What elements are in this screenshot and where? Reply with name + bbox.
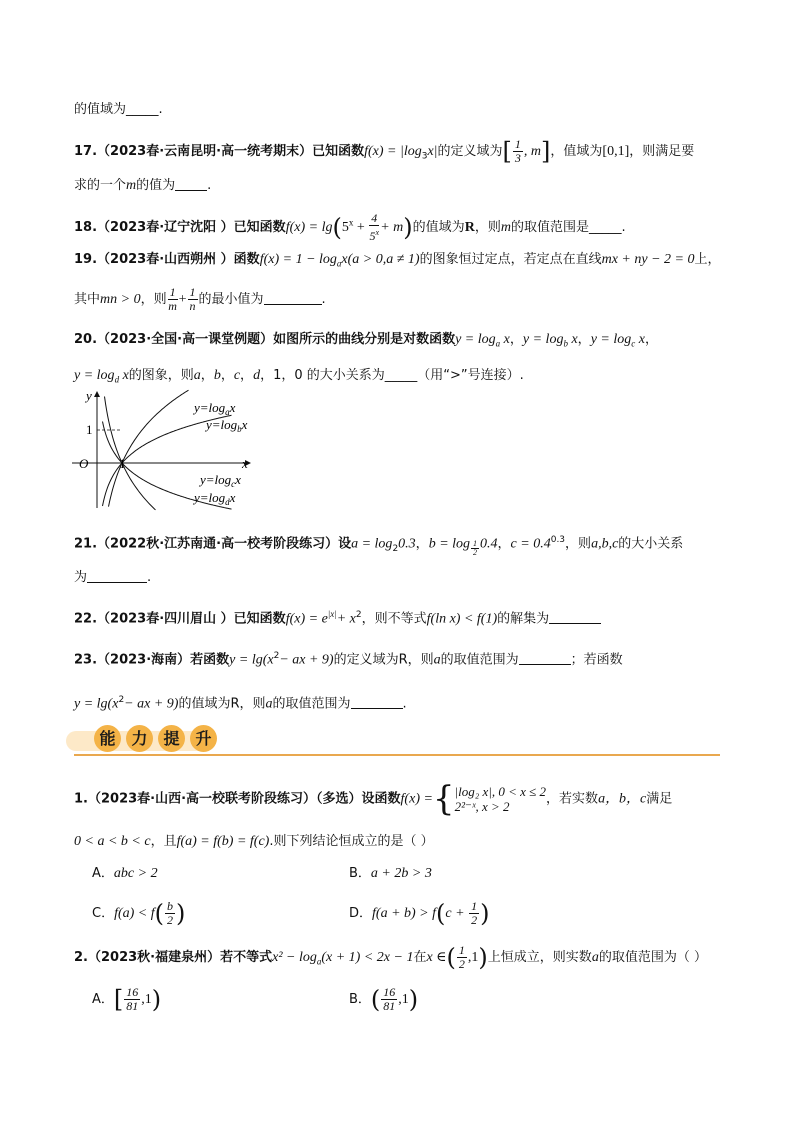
question-18: 18.（2023春·辽宁沈阳 ）已知函数$f(x) = \lg(5^x$ + $\frac{4}{5^x}$ + m)的值域为R，则m的取值范围是_____. [74,211,626,243]
question-20-line2: $y = \log_d x$的图象，则a，b，c，d，1，0 的大小关系为_____（用“>”号连接）. [74,368,524,385]
curve-d-label: $y=\log_dx$ [194,490,236,507]
question-19-line2: 其中mn > 0，则 $\frac{1}{m}$ + $\frac{1}{n}$ 的最小值为 . [74,285,326,313]
question-22: 22.（2023春·四川眉山 ）已知函数$f(x) = e^{|x|}+ x^2$，则不等式f(ln x) < f(1)的解集为 [74,604,601,629]
log-curve-a [109,390,189,506]
curve-a-label: $y=\log_ax$ [194,400,236,417]
section-char-1: 能 [94,725,121,752]
x-axis-label: x [242,456,248,471]
section-underline [74,754,720,756]
y-tick-one: 1 [86,422,93,437]
y-axis-label: y [86,388,92,403]
problem-1: 1.（2023春·山西·高一校联考阶段练习）（多选）设函数f(x) ={ |log₂ x|, 0 < x ≤ 2 2²⁻ˣ, x > 2 ，若实数a，b，c满足 [74,779,673,819]
section-char-3: 提 [158,725,185,752]
p2-option-b[interactable]: B．( $\frac{16}{81}$ ,1) [349,985,419,1014]
question-23-line2: $y = \lg(x^2-$ ax + 9)的值域为R，则a的取值范围为 . [74,695,407,712]
problem-2: 2.（2023秋·福建泉州）若不等式$x^2 - \log_a(x + 1) < 2x - 1$在x ∈( $\frac{1}{2}$ ,1)上恒成立，则实数a的取值范围为（ ） [74,943,707,972]
origin-label: O [79,456,89,471]
p2-option-a[interactable]: A．[ $\frac{16}{81}$ ,1) [92,985,162,1014]
log-curves-graph [70,388,270,512]
section-char-2: 力 [126,725,153,752]
p1-option-d[interactable]: D．f(a + b) > f(c + $\frac{1}{2}$ ) [349,899,490,928]
question-17: 17.（2023春·云南昆明·高一统考期末）已知函数$f(x) = |\log_3x|$的定义域为[ $\frac{1}{3}$ , m]，值域为[0,1]，则满足要 [74,137,695,166]
curve-b-label: $y=\log_bx$ [206,417,248,434]
section-header-ability [74,725,720,757]
curve-c-label: $y=\log_cx$ [200,472,241,489]
question-21-line2: 为 . [74,570,152,585]
prev-question-tail: 的值域为_____. [74,102,163,117]
problem-1-line2: 0 < a < b < c，且f(a) = f(b) = f(c).则下列结论恒成立的是（ ） [74,834,434,849]
x-tick-one: 1 [119,456,126,471]
p1-option-c[interactable]: C．f(a) < f( $\frac{b}{2}$ ) [92,899,186,928]
question-19: 19.（2023春·山西朔州 ）函数$f(x) = 1 - \log_ax(a > 0,a \ne 1)$的图象恒过定点，若定点在直线mx + ny − 2 = 0上， [74,252,721,269]
question-21: 21.（2022秋·江苏南通·高一校考阶段练习）设$a = \log_20.3$，b = log $_{\frac{1}{2}}$ 0.4，$c = 0.4^{0.3}$，则a,b,c的大小关系 [74,535,684,557]
question-23: 23.（2023·海南）若函数$y = \lg(x^2-$ ax + 9)的定义域为R，则a的取值范围为 ；若函数 [74,651,623,668]
p1-option-b[interactable]: B．a + 2b > 3 [349,866,432,881]
p1-option-a[interactable]: A．abc > 2 [92,866,158,881]
section-char-4: 升 [190,725,217,752]
question-20: 20.（2023·全国·高一课堂例题）如图所示的曲线分别是对数函数$y = \log_a x$，$y = \log_b x$，$y = \log_c x$， [74,332,658,349]
question-17-line2: 求的一个m的值为 . [74,178,212,193]
